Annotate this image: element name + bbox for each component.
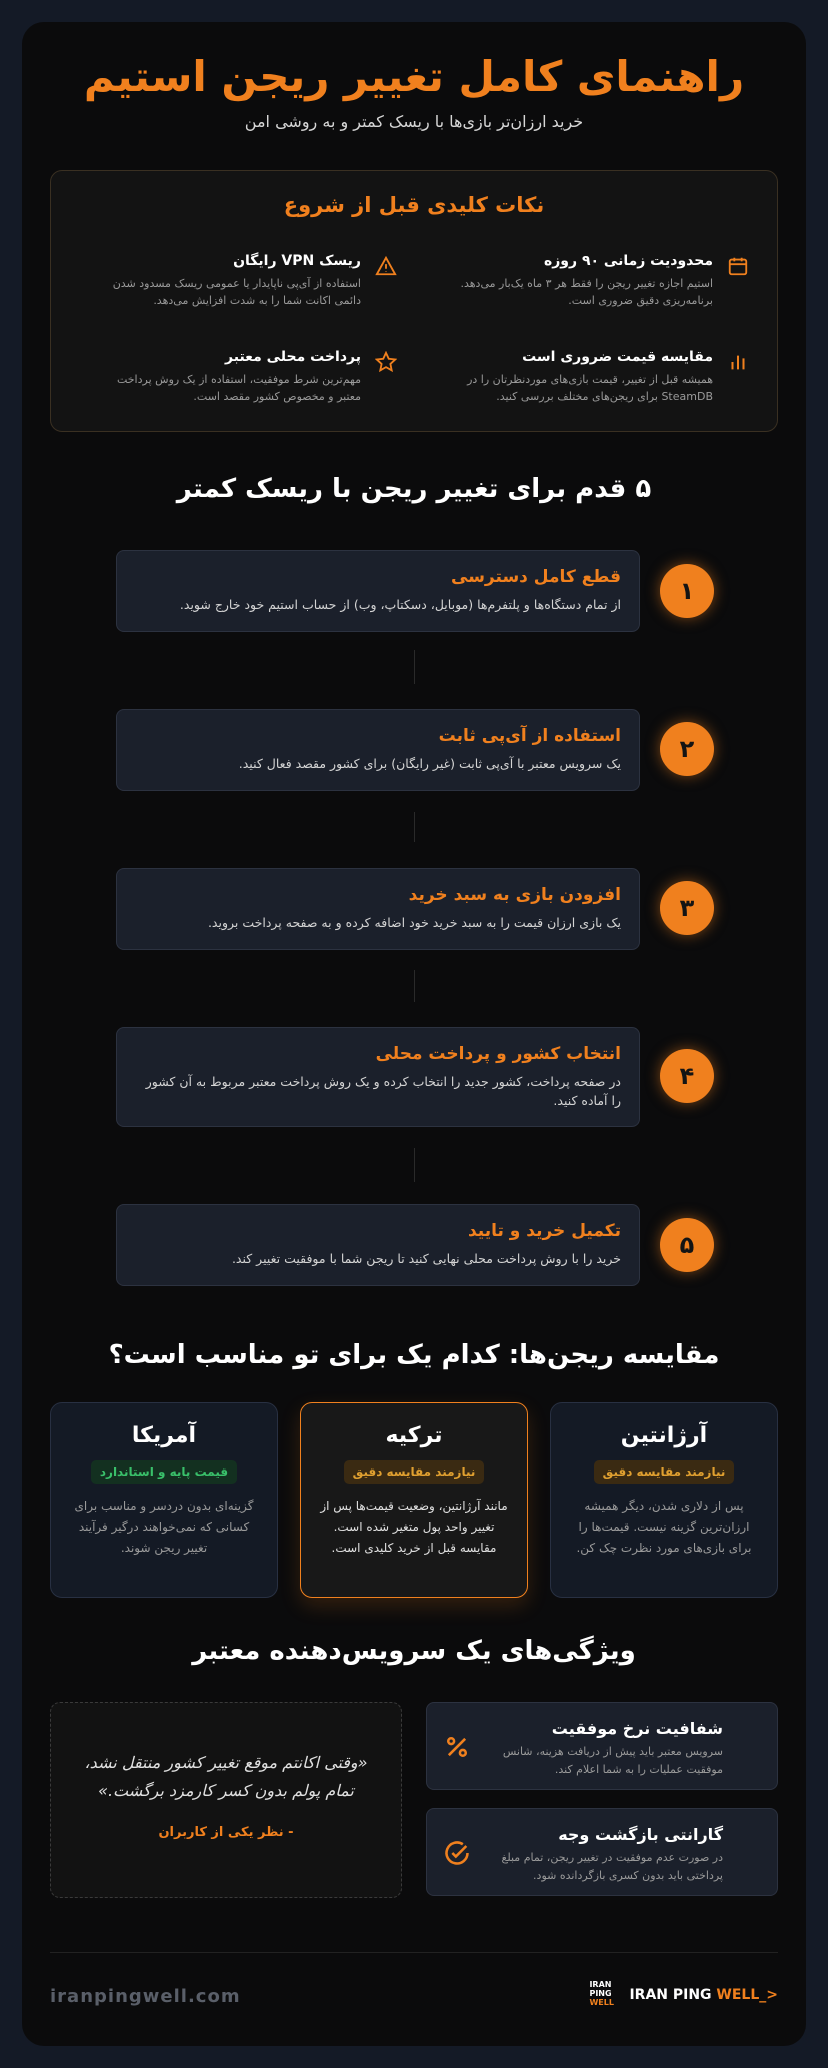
tip-item — [97, 253, 397, 309]
step-number: ۵ — [660, 1218, 714, 1272]
tip-desc: استیم اجازه تغییر ریجن را فقط هر ۳ ماه یک‌بار می‌دهد. برنامه‌ریزی دقیق ضروری است. — [460, 277, 713, 308]
step-card — [116, 1027, 640, 1127]
tip-title: ریسک VPN رایگان — [233, 253, 361, 269]
page-subtitle: خرید ارزان‌تر بازی‌ها با ریسک کمتر و به روشی امن — [244, 112, 584, 132]
step-desc: یک سرویس معتبر با آی‌پی ثابت (غیر رایگان) برای کشور مقصد فعال کنید. — [238, 756, 621, 771]
tip-title: محدودیت زمانی ۹۰ روزه — [543, 253, 713, 269]
step-title: افزودن بازی به سبد خرید — [408, 885, 621, 905]
tip-item — [97, 349, 397, 405]
step-desc: از تمام دستگاه‌ها و پلتفرم‌ها (موبایل، دسکتاپ، وب) از حساب استیم خود خارج شوید. — [179, 597, 621, 612]
step-desc: خرید را با روش پرداخت محلی نهایی کنید تا ریجن شما با موفقیت تغییر کند. — [231, 1251, 621, 1266]
logo-line: IRAN — [589, 1980, 612, 1989]
footer-divider — [50, 1952, 778, 1953]
region-desc: مانند آرژانتین، وضعیت قیمت‌ها پس از تغییر واحد پول متغیر شده است. مقایسه قبل از خرید کلیدی است. — [320, 1499, 508, 1555]
step-card — [116, 1204, 640, 1286]
step-number: ۲ — [660, 722, 714, 776]
step-desc: در صفحه پرداخت، کشور جدید را انتخاب کرده و یک روش پرداخت معتبر مربوط به آن کشور را آماده کنید. — [145, 1074, 621, 1109]
region-desc: پس از دلاری شدن، دیگر همیشه ارزان‌ترین گزینه نیست. قیمت‌ها را برای بازی‌های مورد نظرت چک کن. — [576, 1499, 752, 1555]
feature-title: شفافیت نرخ موفقیت — [551, 1719, 723, 1738]
step-title: تکمیل خرید و تایید — [467, 1221, 621, 1241]
tip-title: پرداخت محلی معتبر — [225, 349, 361, 365]
infographic-page — [22, 22, 806, 2046]
calendar-icon — [725, 255, 749, 279]
status-badge: نیازمند مقایسه دقیق — [344, 1460, 485, 1484]
status-badge: قیمت پایه و استاندارد — [91, 1460, 237, 1484]
status-badge: نیازمند مقایسه دقیق — [594, 1460, 735, 1484]
tip-desc: مهم‌ترین شرط موفقیت، استفاده از یک روش پرداخت معتبر و مخصوص کشور مقصد است. — [116, 373, 361, 404]
step-number: ۳ — [660, 881, 714, 935]
step-title: استفاده از آی‌پی ثابت — [438, 726, 621, 746]
brand-logo — [589, 1980, 617, 2010]
quote-text: «وقتی اکانتم موقع تغییر کشور منتقل نشد، تمام پولم بدون کسر کارمزد برگشت.» — [84, 1753, 368, 1800]
step-title: انتخاب کشور و پرداخت محلی — [375, 1044, 621, 1064]
percent-icon — [443, 1733, 471, 1761]
check-circle-icon — [443, 1839, 471, 1867]
tip-title: مقایسه قیمت ضروری است — [522, 349, 713, 365]
region-name: آرژانتین — [620, 1423, 708, 1448]
brand-name-main: IRAN PING — [629, 1987, 717, 2003]
chart-icon — [725, 351, 749, 375]
tips-heading: نکات کلیدی قبل از شروع — [283, 193, 545, 217]
step-card — [116, 709, 640, 791]
feature-card — [426, 1808, 778, 1896]
step-connector — [414, 650, 415, 684]
step-number: ۱ — [660, 564, 714, 618]
feature-title: گارانتی بازگشت وجه — [558, 1825, 723, 1844]
warning-icon — [373, 255, 397, 279]
steps-heading: ۵ قدم برای تغییر ریجن با ریسک کمتر — [176, 474, 652, 504]
page-title: راهنمای کامل تغییر ریجن استیم — [83, 52, 745, 101]
step-number: ۴ — [660, 1049, 714, 1103]
logo-line: WELL — [589, 1998, 614, 2007]
key-tips-panel — [50, 170, 778, 432]
brand-name — [629, 1987, 778, 2003]
step-connector — [414, 970, 415, 1002]
logo-line: PING — [589, 1989, 612, 1998]
tip-item — [449, 253, 749, 309]
feature-card — [426, 1702, 778, 1790]
region-card-argentina — [550, 1402, 778, 1598]
compare-heading: مقایسه ریجن‌ها: کدام یک برای تو مناسب است؟ — [108, 1340, 720, 1370]
step-title: قطع کامل دسترسی — [451, 567, 621, 587]
tip-item — [449, 349, 749, 405]
region-card-usa — [50, 1402, 278, 1598]
region-desc: گزینه‌ای بدون دردسر و مناسب برای کسانی که نمی‌خواهند درگیر فرآیند تغییر ریجن شوند. — [74, 1499, 254, 1555]
region-name: ترکیه — [385, 1423, 443, 1448]
region-card-turkey — [300, 1402, 528, 1598]
brand — [589, 1980, 778, 2010]
tip-desc: استفاده از آی‌پی ناپایدار یا عمومی ریسک مسدود شدن دائمی اکانت شما را به شدت افزایش می‌دهد. — [112, 277, 361, 308]
step-card — [116, 550, 640, 632]
quote-author: - نظر یکی از کاربران — [158, 1825, 294, 1840]
testimonial-quote — [50, 1702, 402, 1898]
tip-desc: همیشه قبل از تغییر، قیمت بازی‌های موردنظرتان را در SteamDB برای ریجن‌های مختلف بررسی کنید. — [467, 373, 713, 404]
step-card — [116, 868, 640, 950]
footer-domain[interactable]: iranpingwell.com — [50, 1986, 241, 2007]
region-name: آمریکا — [131, 1423, 197, 1448]
step-connector — [414, 1148, 415, 1182]
feature-desc: سرویس معتبر باید پیش از دریافت هزینه، شانس موفقیت عملیات را به شما اعلام کند. — [502, 1745, 723, 1776]
star-icon — [373, 351, 397, 375]
feature-desc: در صورت عدم موفقیت در تغییر ریجن، تمام مبلغ پرداختی باید بدون کسری بازگردانده شود. — [501, 1851, 723, 1882]
brand-name-accent: WELL_> — [716, 1987, 778, 2003]
step-desc: یک بازی ارزان قیمت را به سبد خرید خود اضافه کرده و به صفحه پرداخت بروید. — [207, 915, 621, 930]
step-connector — [414, 812, 415, 842]
features-heading: ویژگی‌های یک سرویس‌دهنده معتبر — [192, 1636, 636, 1666]
header — [22, 22, 806, 131]
